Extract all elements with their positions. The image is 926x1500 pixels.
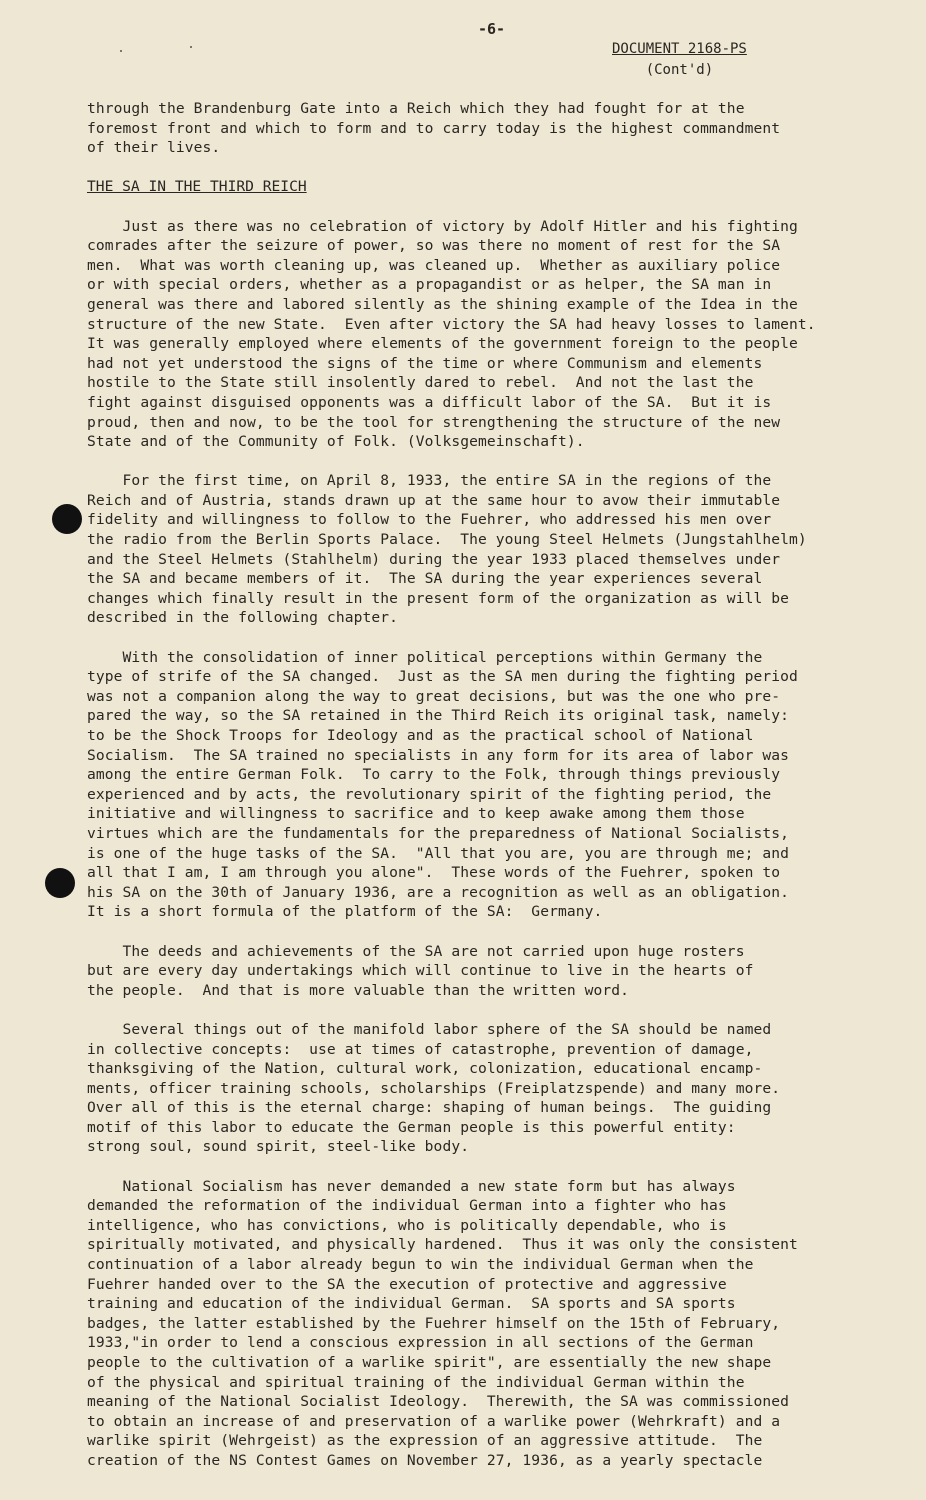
document-id: DOCUMENT 2168-PS: [612, 41, 747, 57]
paper-speck: [190, 46, 192, 48]
document-reference: [612, 39, 747, 81]
punch-hole: [52, 504, 82, 534]
paragraph: With the consolidation of inner political perceptions within Germany the type of strife of the SA changed. Just as the SA men during the fighting period was not a companion along the way to great decisions, but was the one who pre- pared the way, so the SA retained in the Third Reich its original task, namely: to be the Shock Troops for Ideology and as the practical school of National Socialism. The SA trained no specialists in any form for its area of labor was among the entire German Folk. To carry to the Folk, through things previously experienced and by acts, the revolutionary spirit of the fighting period, the initiative and willingness to sacrifice and to keep awake among them those virtues which are the fundamentals for the preparedness of National Socialists, is one of the huge tasks of the SA. "All that you are, you are through me; and all that I am, I am through you alone". These words of the Fuehrer, spoken to his SA on the 30th of January 1936, are a recognition as well as an obligation. It is a short formula of the platform of the SA: Germany.: [87, 648, 798, 921]
paragraph: The deeds and achievements of the SA are not carried upon huge rosters but are every day undertakings which will continue to live in the hearts of the people. And that is more valuable than the written word.: [87, 942, 754, 999]
punch-hole: [45, 868, 75, 898]
document-body: [87, 99, 877, 1490]
paragraph: Several things out of the manifold labor sphere of the SA should be named in collective concepts: use at times of catastrophe, prevention of damage, thanksgiving of the Nation, cultural work, colonization, educational encamp- ments, officer training schools, scholarships (Freiplatzspende) and many more. Over all of this is the eternal charge: shaping of human beings. The guiding motif of this labor to educate the German people is this powerful entity: strong soul, sound spirit, steel-like body.: [87, 1020, 781, 1156]
paper-speck: [120, 50, 122, 52]
paragraph: through the Brandenburg Gate into a Reich which they had fought for at the foremost front and which to form and to carry today is the highest commandment of their lives.: [87, 100, 781, 157]
page-number: -6-: [478, 20, 506, 38]
section-heading: THE SA IN THE THIRD REICH: [87, 178, 307, 196]
continued-note: (Cont'd): [645, 62, 714, 78]
paragraph: National Socialism has never demanded a new state form but has always demanded the reformation of the individual German into a fighter who has intelligence, who has convictions, who is politically dependable, who is spiritually motivated, and physically hardened. Thus it was only the consistent continuation of a labor already begun to win the individual German when the Fuehrer handed over to the SA the execution of protective and aggressive training and education of the individual German. SA sports and SA sports badges, the latter established by the Fuehrer himself on the 15th of February, 1933,"in order to lend a conscious expression in all sections of the German people to the cultivation of a warlike spirit", are essentially the new shape of the physical and spiritual training of the individual German within the meaning of the National Socialist Ideology. Therewith, the SA was commissioned to obtain an increase of and preservation of a warlike power (Wehrkraft) and a warlike spirit (Wehrgeist) as the expression of an aggressive attitude. The creation of the NS Contest Games on November 27, 1936, as a yearly spectacle: [87, 1177, 798, 1469]
paragraph: Just as there was no celebration of victory by Adolf Hitler and his fighting comrades after the seizure of power, so was there no moment of rest for the SA men. What was worth cleaning up, was cleaned up. Whether as auxiliary police or with special orders, whether as a propagandist or as helper, the SA man in general was there and labored silently as the shining example of the Idea in the structure of the new State. Even after victory the SA had heavy losses to lament. It was generally employed where elements of the government foreign to the people had not yet understood the signs of the time or where Communism and elements hostile to the State still insolently dared to rebel. And not the last the fight against disguised opponents was a difficult labor of the SA. But it is proud, then and now, to be the tool for strengthening the structure of the new State and of the Community of Folk. (Volksgemeinschaft).: [87, 217, 816, 451]
paragraph: For the first time, on April 8, 1933, the entire SA in the regions of the Reich and of Austria, stands drawn up at the same hour to avow their immutable fidelity and willingness to follow to the Fuehrer, who addressed his men over the radio from the Berlin Sports Palace. The young Steel Helmets (Jungstahlhelm) and the Steel Helmets (Stahlhelm) during the year 1933 placed themselves under the SA and became members of it. The SA during the year experiences several changes which finally result in the present form of the organization as will be described in the following chapter.: [87, 472, 807, 627]
